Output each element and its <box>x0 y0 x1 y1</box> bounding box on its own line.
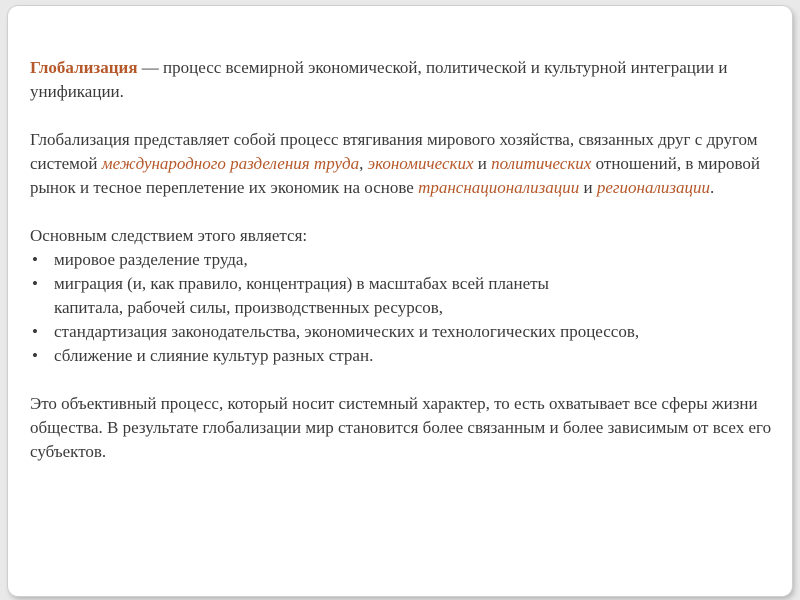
consequences-intro: Основным следствием этого является: <box>30 226 308 245</box>
description-text-1: Глобализация представляет собой процесс втягивания мирового хозяйства, связанных друг с другом системой <box>30 130 758 173</box>
slide-content <box>30 56 775 464</box>
description-paragraph <box>30 128 775 200</box>
spacer <box>30 104 775 128</box>
spacer <box>30 368 775 392</box>
description-text-6: . <box>710 178 715 197</box>
list-item <box>30 344 775 368</box>
definition-text: — процесс всемирной экономической, политической и культурной интеграции и унификации. <box>30 58 728 101</box>
description-text-3: и <box>473 154 492 173</box>
link-political[interactable]: политических <box>491 154 592 173</box>
list-item <box>30 320 775 344</box>
list-item <box>30 272 775 320</box>
definition-term: Глобализация <box>30 58 138 77</box>
description-text-4: отношений, в мировой рынок и тесное переплетение их экономик на основе <box>30 154 760 197</box>
list-item-text: стандартизация законодательства, экономических и технологических процессов, <box>54 322 640 341</box>
list-item-text: сближение и слияние культур разных стран. <box>54 346 374 365</box>
bullet-icon: • <box>32 250 38 269</box>
bullet-icon: • <box>32 274 38 293</box>
conclusion-paragraph: Это объективный процесс, который носит системный характер, то есть охватывает все сферы жизни общества. В результате глобализации мир становится более связанным и более зависимым от всех его субъектов. <box>30 394 772 461</box>
description-text-2: , <box>359 154 368 173</box>
slide-card <box>8 6 792 596</box>
bullet-icon: • <box>32 322 38 341</box>
link-economic[interactable]: экономических <box>367 154 474 173</box>
list-item-text: миграция (и, как правило, концентрация) в масштабах всей планеты капитала, рабочей силы, производственных ресурсов, <box>54 274 549 317</box>
link-regionalization[interactable]: регионализации <box>596 178 710 197</box>
link-transnationalization[interactable]: транснационализации <box>418 178 580 197</box>
definition-paragraph <box>30 56 775 104</box>
bullet-icon: • <box>32 346 38 365</box>
link-division-of-labor[interactable]: международного разделения труда <box>101 154 360 173</box>
spacer <box>30 200 775 224</box>
consequences-list <box>30 248 775 368</box>
description-text-5: и <box>579 178 597 197</box>
list-item-text: мировое разделение труда, <box>54 250 248 269</box>
list-item <box>30 248 775 272</box>
